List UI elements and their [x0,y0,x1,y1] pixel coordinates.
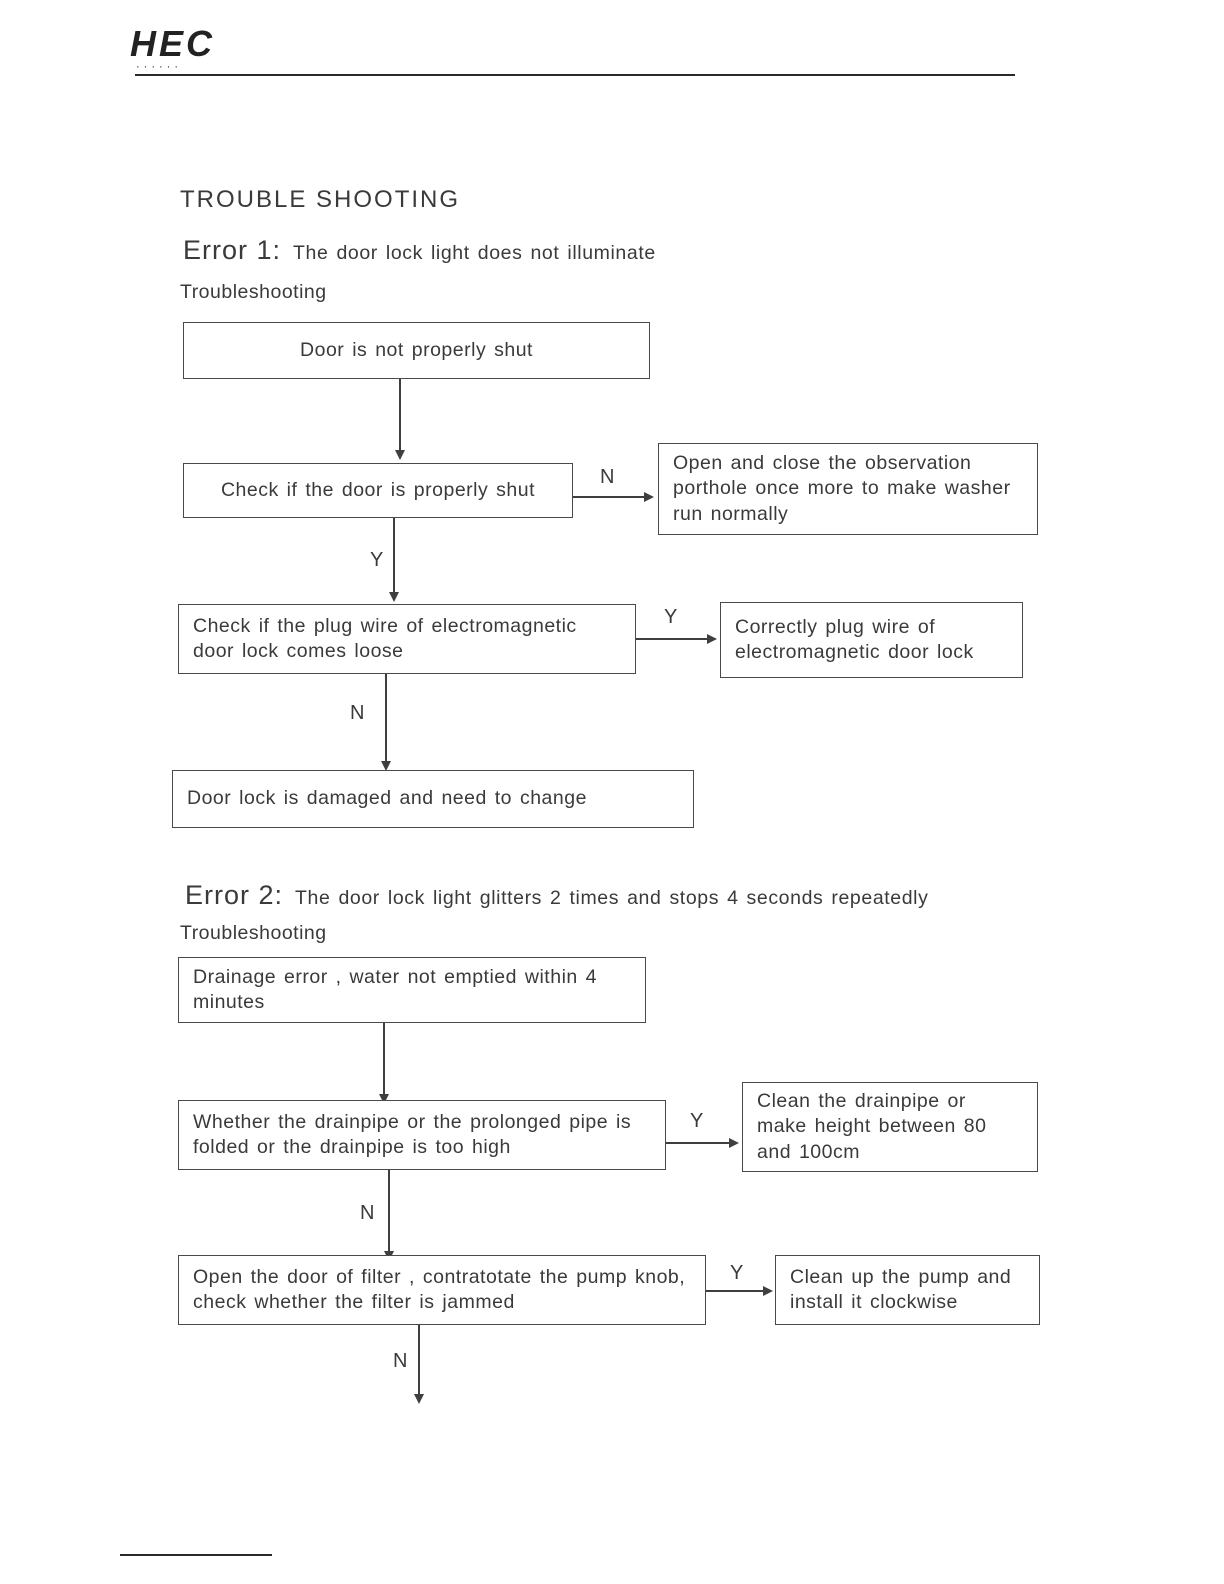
error1-subtitle: The door lock light does not illuminate [293,242,656,264]
header-rule [135,74,1015,76]
flow-arrow-down [385,674,387,762]
error2-heading-row [185,880,928,911]
flow-arrow-down [393,518,395,593]
flow-arrow-down [388,1170,390,1252]
error2-heading: Error 2: [185,880,284,910]
flow-box-clean-pump: Clean up the pump and install it clockwise [775,1255,1040,1325]
flow-box-correct-plug-wire: Correctly plug wire of electromagnetic door lock [720,602,1023,678]
page-title: TROUBLE SHOOTING [180,186,461,213]
hec-logo-dots: ······ [136,61,182,73]
flow-arrow-down [399,379,401,451]
flow-box-door-lock-damaged: Door lock is damaged and need to change [172,770,694,828]
flow-arrow-right [573,496,645,498]
flow-arrow-down [383,1023,385,1095]
flow-box-door-not-shut: Door is not properly shut [183,322,650,379]
flow-arrow-right [666,1142,730,1144]
flow-box-check-plug-wire: Check if the plug wire of electromagnetic door lock comes loose [178,604,636,674]
flow-box-check-filter: Open the door of filter , contratotate the pump knob, check whether the filter is jammed [178,1255,706,1325]
footer-rule [120,1554,272,1556]
branch-label-y: Y [730,1262,744,1284]
error1-troubleshooting-label: Troubleshooting [180,281,327,303]
error2-subtitle: The door lock light glitters 2 times and stops 4 seconds repeatedly [295,887,929,909]
flow-arrow-right [706,1290,764,1292]
error1-heading: Error 1: [183,235,282,265]
branch-label-y: Y [664,606,678,628]
flow-box-open-close-porthole: Open and close the observation porthole once more to make washer run normally [658,443,1038,535]
error2-troubleshooting-label: Troubleshooting [180,922,327,944]
flow-box-check-door: Check if the door is properly shut [183,463,573,518]
branch-label-n: N [393,1350,408,1372]
branch-label-n: N [350,702,365,724]
error1-heading-row [183,235,656,266]
branch-label-y: Y [690,1110,704,1132]
flow-arrow-down [418,1325,420,1395]
flow-box-check-drainpipe: Whether the drainpipe or the prolonged pipe is folded or the drainpipe is too high [178,1100,666,1170]
branch-label-n: N [600,466,615,488]
flow-box-drainage-error: Drainage error , water not emptied within 4 minutes [178,957,646,1023]
branch-label-n: N [360,1202,375,1224]
flow-box-clean-drainpipe: Clean the drainpipe or make height between 80 and 100cm [742,1082,1038,1172]
branch-label-y: Y [370,549,384,571]
hec-logo: HEC [130,23,216,64]
flow-arrow-right [636,638,708,640]
